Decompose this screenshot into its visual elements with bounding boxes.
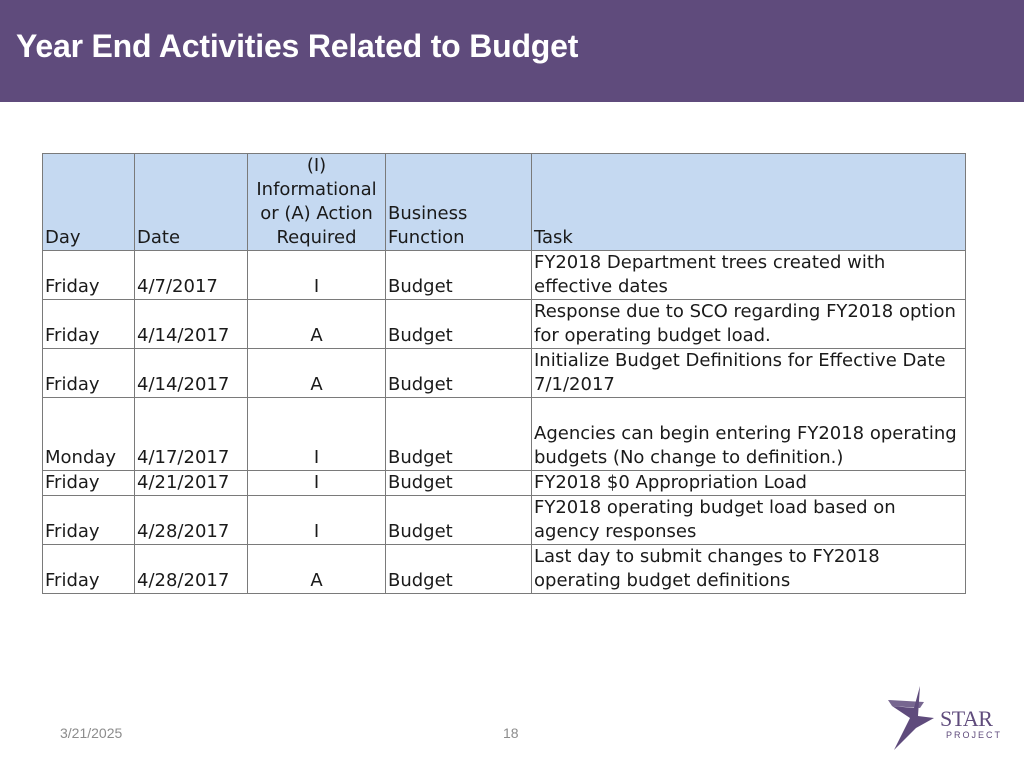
cell-type: I bbox=[248, 398, 386, 471]
cell-day: Friday bbox=[43, 471, 135, 496]
cell-day: Friday bbox=[43, 496, 135, 545]
table-row bbox=[43, 349, 966, 398]
header-task: Task bbox=[532, 154, 966, 251]
cell-date: 4/7/2017 bbox=[135, 251, 248, 300]
cell-day: Friday bbox=[43, 545, 135, 594]
table-row bbox=[43, 545, 966, 594]
cell-function: Budget bbox=[386, 251, 532, 300]
cell-function: Budget bbox=[386, 300, 532, 349]
cell-function: Budget bbox=[386, 471, 532, 496]
cell-date: 4/28/2017 bbox=[135, 496, 248, 545]
header-function: Business Function bbox=[386, 154, 532, 251]
cell-task: Initialize Budget Definitions for Effective Date 7/1/2017 bbox=[532, 349, 966, 398]
cell-type: A bbox=[248, 349, 386, 398]
cell-type: A bbox=[248, 545, 386, 594]
cell-function: Budget bbox=[386, 496, 532, 545]
page-number: 18 bbox=[503, 725, 519, 741]
cell-task: Response due to SCO regarding FY2018 option for operating budget load. bbox=[532, 300, 966, 349]
table-row bbox=[43, 300, 966, 349]
table-row bbox=[43, 251, 966, 300]
cell-date: 4/21/2017 bbox=[135, 471, 248, 496]
cell-day: Monday bbox=[43, 398, 135, 471]
star-shape-icon bbox=[892, 686, 934, 750]
footer-date: 3/21/2025 bbox=[60, 725, 123, 741]
cell-function: Budget bbox=[386, 349, 532, 398]
logo-text: STAR bbox=[940, 706, 993, 731]
cell-function: Budget bbox=[386, 545, 532, 594]
cell-date: 4/14/2017 bbox=[135, 300, 248, 349]
cell-day: Friday bbox=[43, 251, 135, 300]
cell-task: FY2018 operating budget load based on agency responses bbox=[532, 496, 966, 545]
cell-type: I bbox=[248, 471, 386, 496]
header-type: (I) Informational or (A) Action Required bbox=[248, 154, 386, 251]
table-header-row bbox=[43, 154, 966, 251]
cell-date: 4/28/2017 bbox=[135, 545, 248, 594]
cell-task: FY2018 $0 Appropriation Load bbox=[532, 471, 966, 496]
header-date: Date bbox=[135, 154, 248, 251]
cell-task: Last day to submit changes to FY2018 operating budget definitions bbox=[532, 545, 966, 594]
cell-day: Friday bbox=[43, 349, 135, 398]
title-bar bbox=[0, 0, 1024, 102]
cell-type: I bbox=[248, 251, 386, 300]
cell-function: Budget bbox=[386, 398, 532, 471]
cell-type: I bbox=[248, 496, 386, 545]
cell-date: 4/17/2017 bbox=[135, 398, 248, 471]
cell-day: Friday bbox=[43, 300, 135, 349]
table-row bbox=[43, 471, 966, 496]
table-row bbox=[43, 496, 966, 545]
schedule-table bbox=[42, 153, 966, 594]
header-day: Day bbox=[43, 154, 135, 251]
cell-task: Agencies can begin entering FY2018 operating budgets (No change to definition.) bbox=[532, 398, 966, 471]
cell-type: A bbox=[248, 300, 386, 349]
cell-date: 4/14/2017 bbox=[135, 349, 248, 398]
table-row bbox=[43, 398, 966, 471]
logo-subtext: PROJECT bbox=[946, 730, 1003, 740]
slide-title: Year End Activities Related to Budget bbox=[16, 28, 579, 64]
cell-task: FY2018 Department trees created with effective dates bbox=[532, 251, 966, 300]
